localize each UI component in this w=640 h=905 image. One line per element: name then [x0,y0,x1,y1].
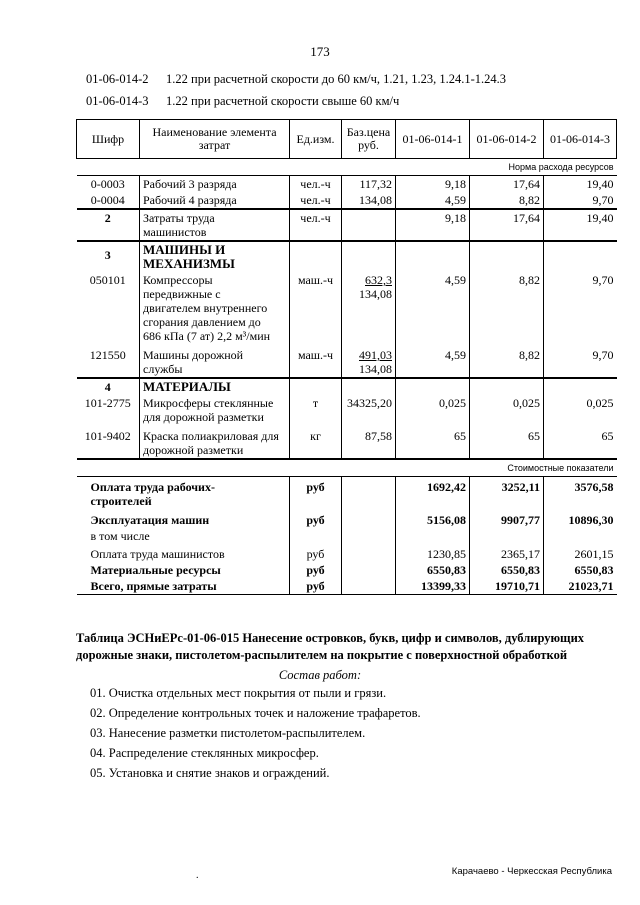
caption-line: Таблица ЭСНиЕРс-01-06-015 Нанесение островков, букв, цифр и символов, дублирующих [76,631,585,645]
cell-value: 9,70 [544,272,617,344]
name-line: 686 кПа (7 ат) 2,2 м³/мин [143,329,271,343]
cell-price [342,209,396,241]
name-line: для дорожной разметки [143,410,264,424]
cost-label: Стоимостные показатели [77,459,617,477]
stray-mark: . [196,870,199,881]
col-header: Наименование элемента затрат [140,120,290,159]
variant-text: 1.22 при расчетной скорости свыше 60 км/ч [166,94,400,108]
cost-subheader [77,459,617,477]
cell-unit: руб [290,509,342,528]
variant-text: 1.22 при расчетной скорости до 60 км/ч, 1.21, 1.23, 1.24.1-1.24.3 [166,72,507,86]
work-item: 03. Нанесение разметки пистолетом-распылителем. [90,726,366,740]
composition-title: Состав работ: [278,668,362,682]
cell-value: 65 [470,425,544,459]
cell-name [140,209,290,241]
table-row [77,176,617,193]
price-line: 632,3 [365,273,392,287]
cost-row [77,544,617,562]
variant-code: 01-06-014-3 [86,94,149,108]
cell-name [140,425,290,459]
cell-value: 5156,08 [396,509,470,528]
cell-name [140,395,290,425]
cell-unit: чел.-ч [290,192,342,209]
col-header: Ед.изм. [290,120,342,159]
name-line: Оплата труда рабочих- [90,480,215,494]
table-caption [76,630,616,664]
cell-unit: маш.-ч [290,272,342,344]
cell-value: 8,82 [470,192,544,209]
table-row [77,272,617,344]
cell-value: 8,82 [470,272,544,344]
cell-code: 0-0004 [90,193,125,207]
cell-value: 4,59 [396,272,470,344]
cell-value: 19,40 [544,176,617,193]
cell-price [342,272,396,344]
price-line: 134,08 [359,287,392,301]
work-item: 02. Определение контрольных точек и наложение трафаретов. [90,706,421,720]
cell-unit: кг [290,425,342,459]
cell-value: 3576,58 [544,477,617,510]
cell-name: Материальные ресурсы [90,563,221,577]
cell-unit: маш.-ч [290,344,342,378]
price-line: 491,03 [359,348,392,362]
cell-value: 65 [396,425,470,459]
cell-value: 65 [544,425,617,459]
table-header-row [77,120,617,159]
cell-name [140,344,290,378]
cell-price [342,344,396,378]
resource-table [76,119,617,595]
name-line: Машины дорожной [143,348,244,362]
name-line: машинистов [143,225,207,239]
cell-code: 2 [77,209,140,241]
cell-code: 121550 [89,348,126,362]
cell-value: 6550,83 [396,562,470,578]
name-line: службы [143,362,183,376]
name-line: передвижные с [143,287,221,301]
cell-value: 1692,42 [396,477,470,510]
cell-value: 6550,83 [470,562,544,578]
cell-value: 9,70 [544,192,617,209]
cell-unit: руб [290,562,342,578]
cell-value: 9,18 [396,209,470,241]
cell-code: 3 [77,241,140,272]
cell-price: 87,58 [342,425,396,459]
cell-value: 6550,83 [544,562,617,578]
caption-line: дорожные знаки, пистолетом-распылителем на покрытие с поверхностной обработкой [76,648,568,662]
variant-line [86,72,506,87]
cell-value: 1230,85 [396,544,470,562]
name-line: сгорания давлением до [143,315,261,329]
cell-value: 4,59 [396,192,470,209]
cell-name: Всего, прямые затраты [77,578,290,595]
cell-value: 13399,33 [396,578,470,595]
cell-value: 0,025 [396,395,470,425]
cell-value: 0,025 [470,395,544,425]
cost-row [77,562,617,578]
cell-value: 2365,17 [470,544,544,562]
cell-code: 101-2775 [84,396,131,410]
col-header: 01-06-014-1 [396,120,470,159]
cell-value: 2601,15 [544,544,617,562]
cell-code: 101-9402 [84,429,131,443]
cell-name [77,477,290,510]
cost-row [77,477,617,510]
work-item: 05. Установка и снятие знаков и ограждений. [90,766,330,780]
table-row [77,395,617,425]
norm-subheader [77,159,617,176]
variant-line [86,94,399,109]
cost-row [77,528,617,544]
cell-name [140,241,290,272]
cell-price: 117,32 [342,176,396,193]
work-item: 04. Распределение стеклянных микросфер. [90,746,319,760]
cost-row [77,578,617,595]
cell-unit: чел.-ч [290,176,342,193]
work-item: 01. Очистка отдельных мест покрытия от пыли и грязи. [90,686,387,700]
cell-unit: руб [290,477,342,510]
cell-value: 9,18 [396,176,470,193]
price-line: 134,08 [359,362,392,376]
col-header: Шифр [77,120,140,159]
cell-value: 4,59 [396,344,470,378]
col-header: Баз.цена руб. [342,120,396,159]
table-row [77,192,617,209]
cell-value: 10896,30 [544,509,617,528]
cell-name: в том числе [90,529,150,543]
cell-value: 3252,11 [470,477,544,510]
col-header: 01-06-014-2 [470,120,544,159]
variant-code: 01-06-014-2 [86,72,149,86]
footer-region: Карачаево - Черкесская Республика [451,866,612,877]
name-line: дорожной разметки [143,443,244,457]
cell-name: Рабочий 4 разряда [140,192,290,209]
cell-value: 9907,77 [470,509,544,528]
cell-price: 134,08 [342,192,396,209]
name-line: МЕХАНИЗМЫ [143,256,235,271]
name-line: Краска полиакриловая для [143,429,279,443]
name-line: Затраты труда [143,211,215,225]
table-row [77,209,617,241]
cell-unit: чел.-ч [290,209,342,241]
page-number: 173 [310,44,330,59]
cell-price: 34325,20 [342,395,396,425]
cell-value: 19710,71 [470,578,544,595]
cell-unit: руб [290,578,342,595]
cell-value: 9,70 [544,344,617,378]
cell-value: 17,64 [470,176,544,193]
cell-code: 0-0003 [90,177,125,191]
cell-value: 0,025 [544,395,617,425]
table-row [77,344,617,378]
cell-name: Эксплуатация машин [90,513,210,527]
cost-row [77,509,617,528]
cell-value: 21023,71 [544,578,617,595]
cell-name: Оплата труда машинистов [90,547,225,561]
name-line: МАШИНЫ И [143,242,226,257]
cell-name [140,272,290,344]
name-line: двигателем внутреннего [143,301,268,315]
cell-name: Рабочий 3 разряда [140,176,290,193]
cell-value: 19,40 [544,209,617,241]
cell-value: 8,82 [470,344,544,378]
table-row [77,241,617,272]
cell-code: 050101 [89,273,126,287]
table-row [77,378,617,395]
col-header: 01-06-014-3 [544,120,617,159]
cell-name: МАТЕРИАЛЫ [140,378,290,395]
cell-code: 4 [77,378,140,395]
name-line: Микросферы стеклянные [143,396,274,410]
name-line: строителей [90,494,152,508]
cell-unit: руб [290,544,342,562]
table-row [77,425,617,459]
cell-unit: т [290,395,342,425]
norm-label: Норма расхода ресурсов [77,159,617,176]
name-line: Компрессоры [143,273,213,287]
cell-value: 17,64 [470,209,544,241]
